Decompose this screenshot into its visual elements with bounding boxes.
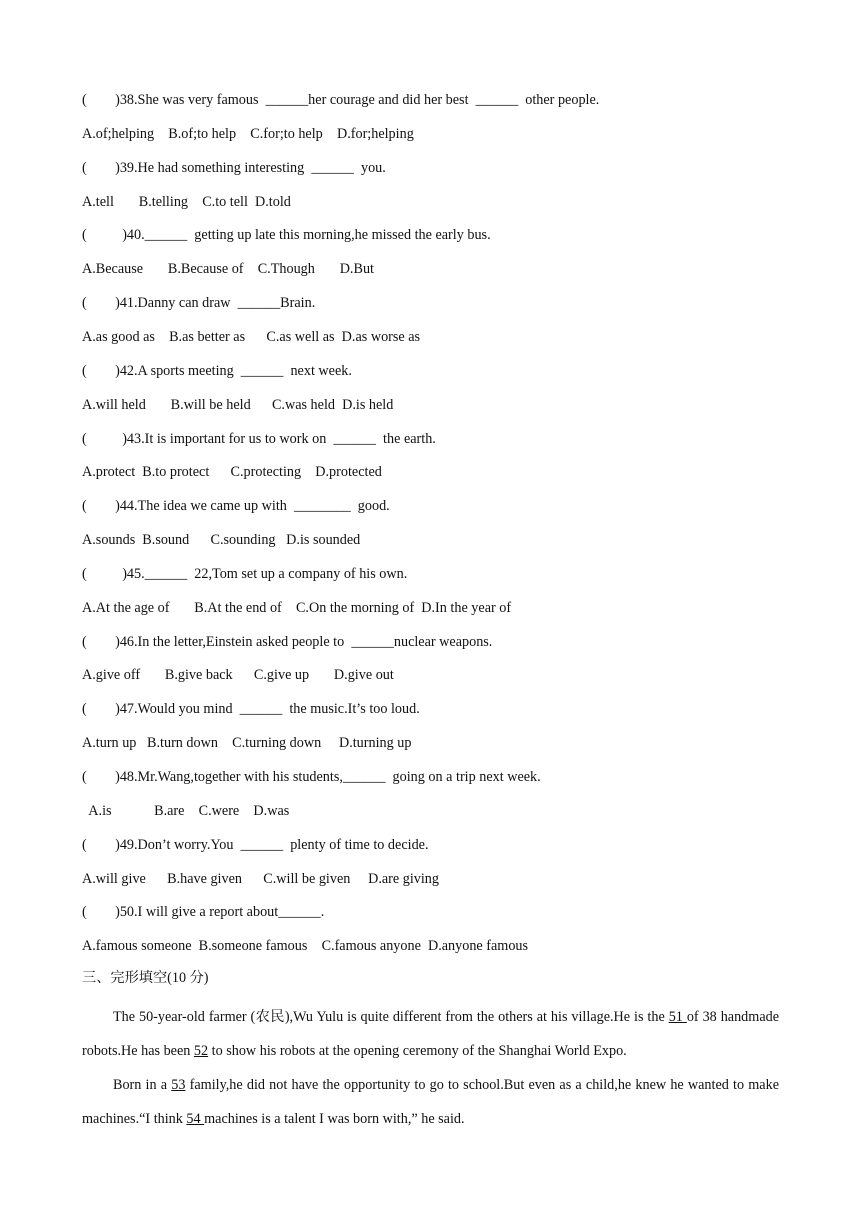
question-line: ( )45.______ 22,Tom set up a company of his own. [82,566,408,582]
question-line: ( )48.Mr.Wang,together with his students,______ going on a trip next week. [82,769,541,785]
question-line: ( )38.She was very famous ______her courage and did her best ______ other people. [82,92,600,108]
answer-options: A.protect B.to protect C.protecting D.protected [82,464,382,480]
question-line: ( )44.The idea we came up with ________ good. [82,498,390,514]
answer-options: A.will give B.have given C.will be given D.are giving [82,871,439,887]
passage-text: of 38 handmade robots.He has been [82,1009,780,1059]
passage-text: family,he did not have the opportunity to go to school.But even as a child,he knew he wanted to make machines.“I think [82,1077,779,1127]
answer-options: A.turn up B.turn down C.turning down D.turning up [82,735,412,751]
answer-options: A.give off B.give back C.give up D.give out [82,667,394,683]
question-line: ( )40.______ getting up late this morning,he missed the early bus. [82,227,491,243]
answer-options: A.will held B.will be held C.was held D.is held [82,397,394,413]
passage-paragraph-2 [82,1068,779,1136]
blank-53: 53 [171,1077,186,1093]
question-line: ( )42.A sports meeting ______ next week. [82,363,352,379]
blank-51: 51 [668,1009,687,1025]
question-line: ( )43.It is important for us to work on ______ the earth. [82,431,436,447]
question-line: ( )46.In the letter,Einstein asked people to ______nuclear weapons. [82,634,493,650]
passage-text: to show his robots at the opening ceremony of the Shanghai World Expo. [208,1043,627,1059]
answer-options: A.At the age of B.At the end of C.On the morning of D.In the year of [82,600,512,616]
question-line: ( )49.Don’t worry.You ______ plenty of time to decide. [82,837,429,853]
answer-options: A.of;helping B.of;to help C.for;to help D.for;helping [82,126,414,142]
answer-options: A.Because B.Because of C.Though D.But [82,261,374,277]
answer-options: A.is B.are C.were D.was [82,803,290,819]
section-title: 三、完形填空(10 分) [82,970,209,986]
blank-54: 54 [186,1111,205,1127]
question-line: ( )39.He had something interesting ______ you. [82,160,386,176]
passage-text: Born in a [113,1077,172,1093]
question-line: ( )47.Would you mind ______ the music.It’s too loud. [82,701,420,717]
answer-options: A.sounds B.sound C.sounding D.is sounded [82,532,361,548]
answer-options: A.as good as B.as better as C.as well as D.as worse as [82,329,421,345]
passage-text: The 50-year-old farmer (农民),Wu Yulu is quite different from the others at his village.He is the [113,1009,669,1025]
question-line: ( )41.Danny can draw ______Brain. [82,295,316,311]
answer-options: A.tell B.telling C.to tell D.told [82,194,291,210]
blank-52: 52 [193,1043,209,1059]
passage-text: machines is a talent I was born with,” he said. [204,1111,465,1127]
passage-paragraph-1 [82,1000,779,1068]
answer-options: A.famous someone B.someone famous C.famous anyone D.anyone famous [82,938,529,954]
question-line: ( )50.I will give a report about______. [82,904,325,920]
